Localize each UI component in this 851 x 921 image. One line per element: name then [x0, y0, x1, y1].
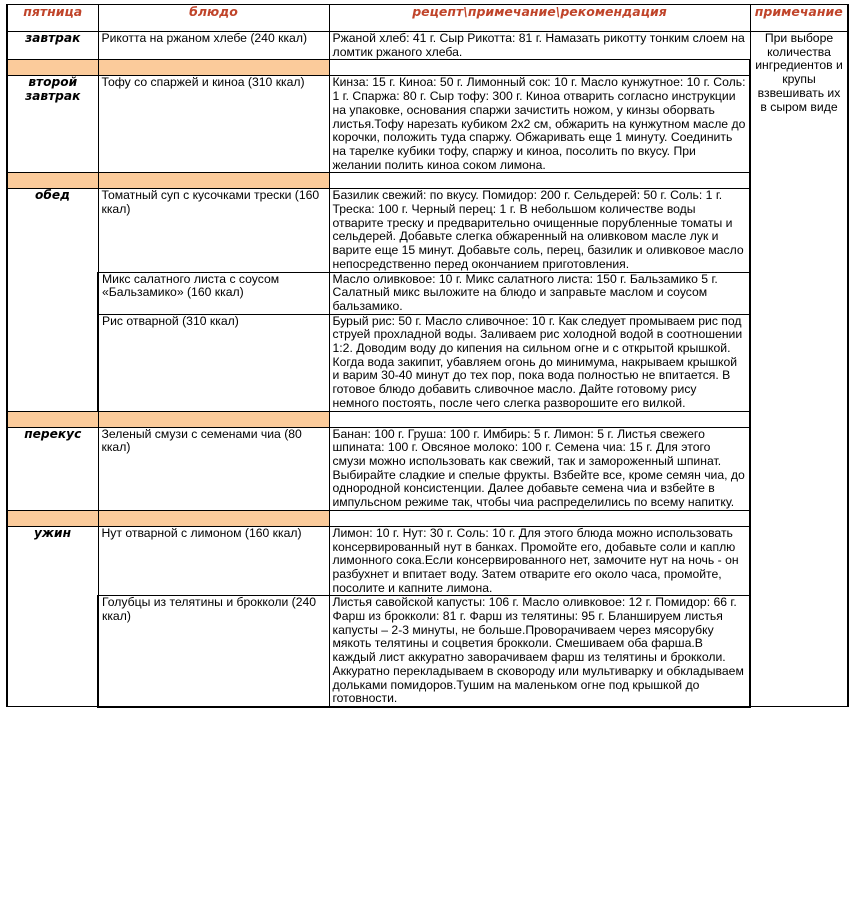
meal-lunch: обед: [7, 189, 98, 411]
dish-name: Зеленый смузи с семенами чиа (80 ккал): [98, 427, 329, 510]
separator-cell: [7, 173, 98, 189]
dish-name: Голубцы из телятины и брокколи (240 ккал): [98, 596, 329, 707]
table-row: [7, 427, 848, 510]
dish-name: Рикотта на ржаном хлебе (240 ккал): [98, 32, 329, 60]
header-dish: блюдо: [98, 5, 329, 32]
table-row: [7, 596, 848, 707]
dish-recipe: Кинза: 15 г. Киноа: 50 г. Лимонный сок: 10 г. Масло кунжутное: 10 г. Соль: 1 г. Спаржа: 80 г. Сыр тофу: 300 г. Киноа отварить согласно инструкции на упаковке, основания спаржи зачистить ножом, у кинзы оборвать листья.Тофу нарезать кубиком 2х2 см, обжарить на кунжутном масле до корочки, положить туда спаржу. Обжаривать еще 1 минуту. Соединить на тарелке кубики тофу, спаржу и киноа, посолить по вкусу. При желании полить киноа соком лимона.: [329, 76, 750, 173]
separator-cell: [98, 60, 329, 76]
dish-recipe: Базилик свежий: по вкусу. Помидор: 200 г. Сельдерей: 50 г. Соль: 1 г. Треска: 100 г. Черный перец: 1 г. В небольшом количестве воды отварите треску и предварительно очищенные порубленные томаты и сельдерей. Добавьте слегка обжаренный на оливковом масле лук и варите еще 15 минут. Добавьте соль, перец, базилик и оливковое масло непосредственно перед окончанием приготовления.: [329, 189, 750, 272]
dish-recipe: Масло оливковое: 10 г. Микс салатного листа: 150 г. Бальзамико 5 г. Салатный микс выложите на блюдо и заправьте маслом и соусом бальзамико.: [329, 272, 750, 314]
separator-cell: [329, 173, 750, 189]
separator-cell: [98, 510, 329, 526]
table-row: [7, 76, 848, 173]
meal-breakfast: завтрак: [7, 32, 98, 60]
separator-cell: [7, 510, 98, 526]
header-note: примечание: [750, 5, 848, 32]
dish-recipe: Листья савойской капусты: 106 г. Масло оливковое: 12 г. Помидор: 66 г. Фарш из брокколи: 81 г. Фарш из телятины: 95 г. Бланшируем листья капусты – 2-3 минуты, не больше.Проворачиваем через мясорубку мякоть телятины и соцветия брокколи. Смешиваем оба фарша.В каждый лист аккуратно заворачиваем фарш из телятины и брокколи. Аккуратно перекладываем в сковороду или мультиварку и обкладываем дольками помидоров.Тушим на маленьком огне под крышкой до готовности.: [329, 596, 750, 707]
separator-cell: [7, 60, 98, 76]
dish-recipe: Ржаной хлеб: 41 г. Сыр Рикотта: 81 г. Намазать рикотту тонким слоем на ломтик ржаного хлеба.: [329, 32, 750, 60]
meal-dinner: ужин: [7, 526, 98, 707]
dish-name: Тофу со спаржей и киноа (310 ккал): [98, 76, 329, 173]
separator-row: [7, 173, 848, 189]
dish-name: Томатный суп с кусочками трески (160 ккал): [98, 189, 329, 272]
header-day: пятница: [7, 5, 98, 32]
separator-cell: [329, 60, 750, 76]
separator-cell: [329, 411, 750, 427]
separator-row: [7, 60, 848, 76]
separator-cell: [98, 173, 329, 189]
weighing-note: При выборе количества ингредиентов и крупы взвешивать их в сыром виде: [750, 32, 848, 707]
table-row: [7, 32, 848, 60]
dish-recipe: Банан: 100 г. Груша: 100 г. Имбирь: 5 г. Лимон: 5 г. Листья свежего шпината: 100 г. Овсяное молоко: 100 г. Семена чиа: 15 г. Для этого смузи можно использовать как свежий, так и замороженный шпинат. Выбирайте сладкие и спелые фрукты. Взбейте все, кроме семян чиа, до однородной консистенции. Далее добавьте семена чиа и взбейте в импульсном режиме так, чтобы чиа распределились по всему напитку.: [329, 427, 750, 510]
header-row: [7, 5, 848, 32]
separator-row: [7, 411, 848, 427]
dish-name: Рис отварной (310 ккал): [98, 314, 329, 411]
separator-cell: [98, 411, 329, 427]
meal-snack: перекус: [7, 427, 98, 510]
meal-plan-table: [6, 4, 849, 708]
dish-recipe: Лимон: 10 г. Нут: 30 г. Соль: 10 г. Для этого блюда можно использовать консервированный нут в банках. Промойте его, добавьте соли и каплю лимонного сока.Если консервированного нет, замочите нут на ночь - он разбухнет и впитает воду. Затем отварите его около часа, промойте, посолите и капните лимона.: [329, 526, 750, 596]
separator-row: [7, 510, 848, 526]
separator-cell: [7, 411, 98, 427]
table-row: [7, 526, 848, 596]
header-recipe: рецепт\примечание\рекомендация: [329, 5, 750, 32]
separator-cell: [329, 510, 750, 526]
table-row: [7, 189, 848, 272]
dish-recipe: Бурый рис: 50 г. Масло сливочное: 10 г. Как следует промываем рис под струей прохладной воды. Заливаем рис холодной водой в соотношении 1:2. Доводим воду до кипения на сильном огне и с открытой крышкой. Когда вода закипит, убавляем огонь до минимума, накрываем крышкой и варим 30-40 минут до тех пор, пока вода полностью не впитается. В готовое блюдо добавить сливочное масло. Дайте готовому рису немного постоять, после чего слегка разворошите его вилкой.: [329, 314, 750, 411]
meal-second-breakfast: второй завтрак: [7, 76, 98, 173]
table-row: [7, 314, 848, 411]
dish-name: Нут отварной с лимоном (160 ккал): [98, 526, 329, 596]
table-row: [7, 272, 848, 314]
dish-name: Микс салатного листа с соусом «Бальзамико» (160 ккал): [98, 272, 329, 314]
